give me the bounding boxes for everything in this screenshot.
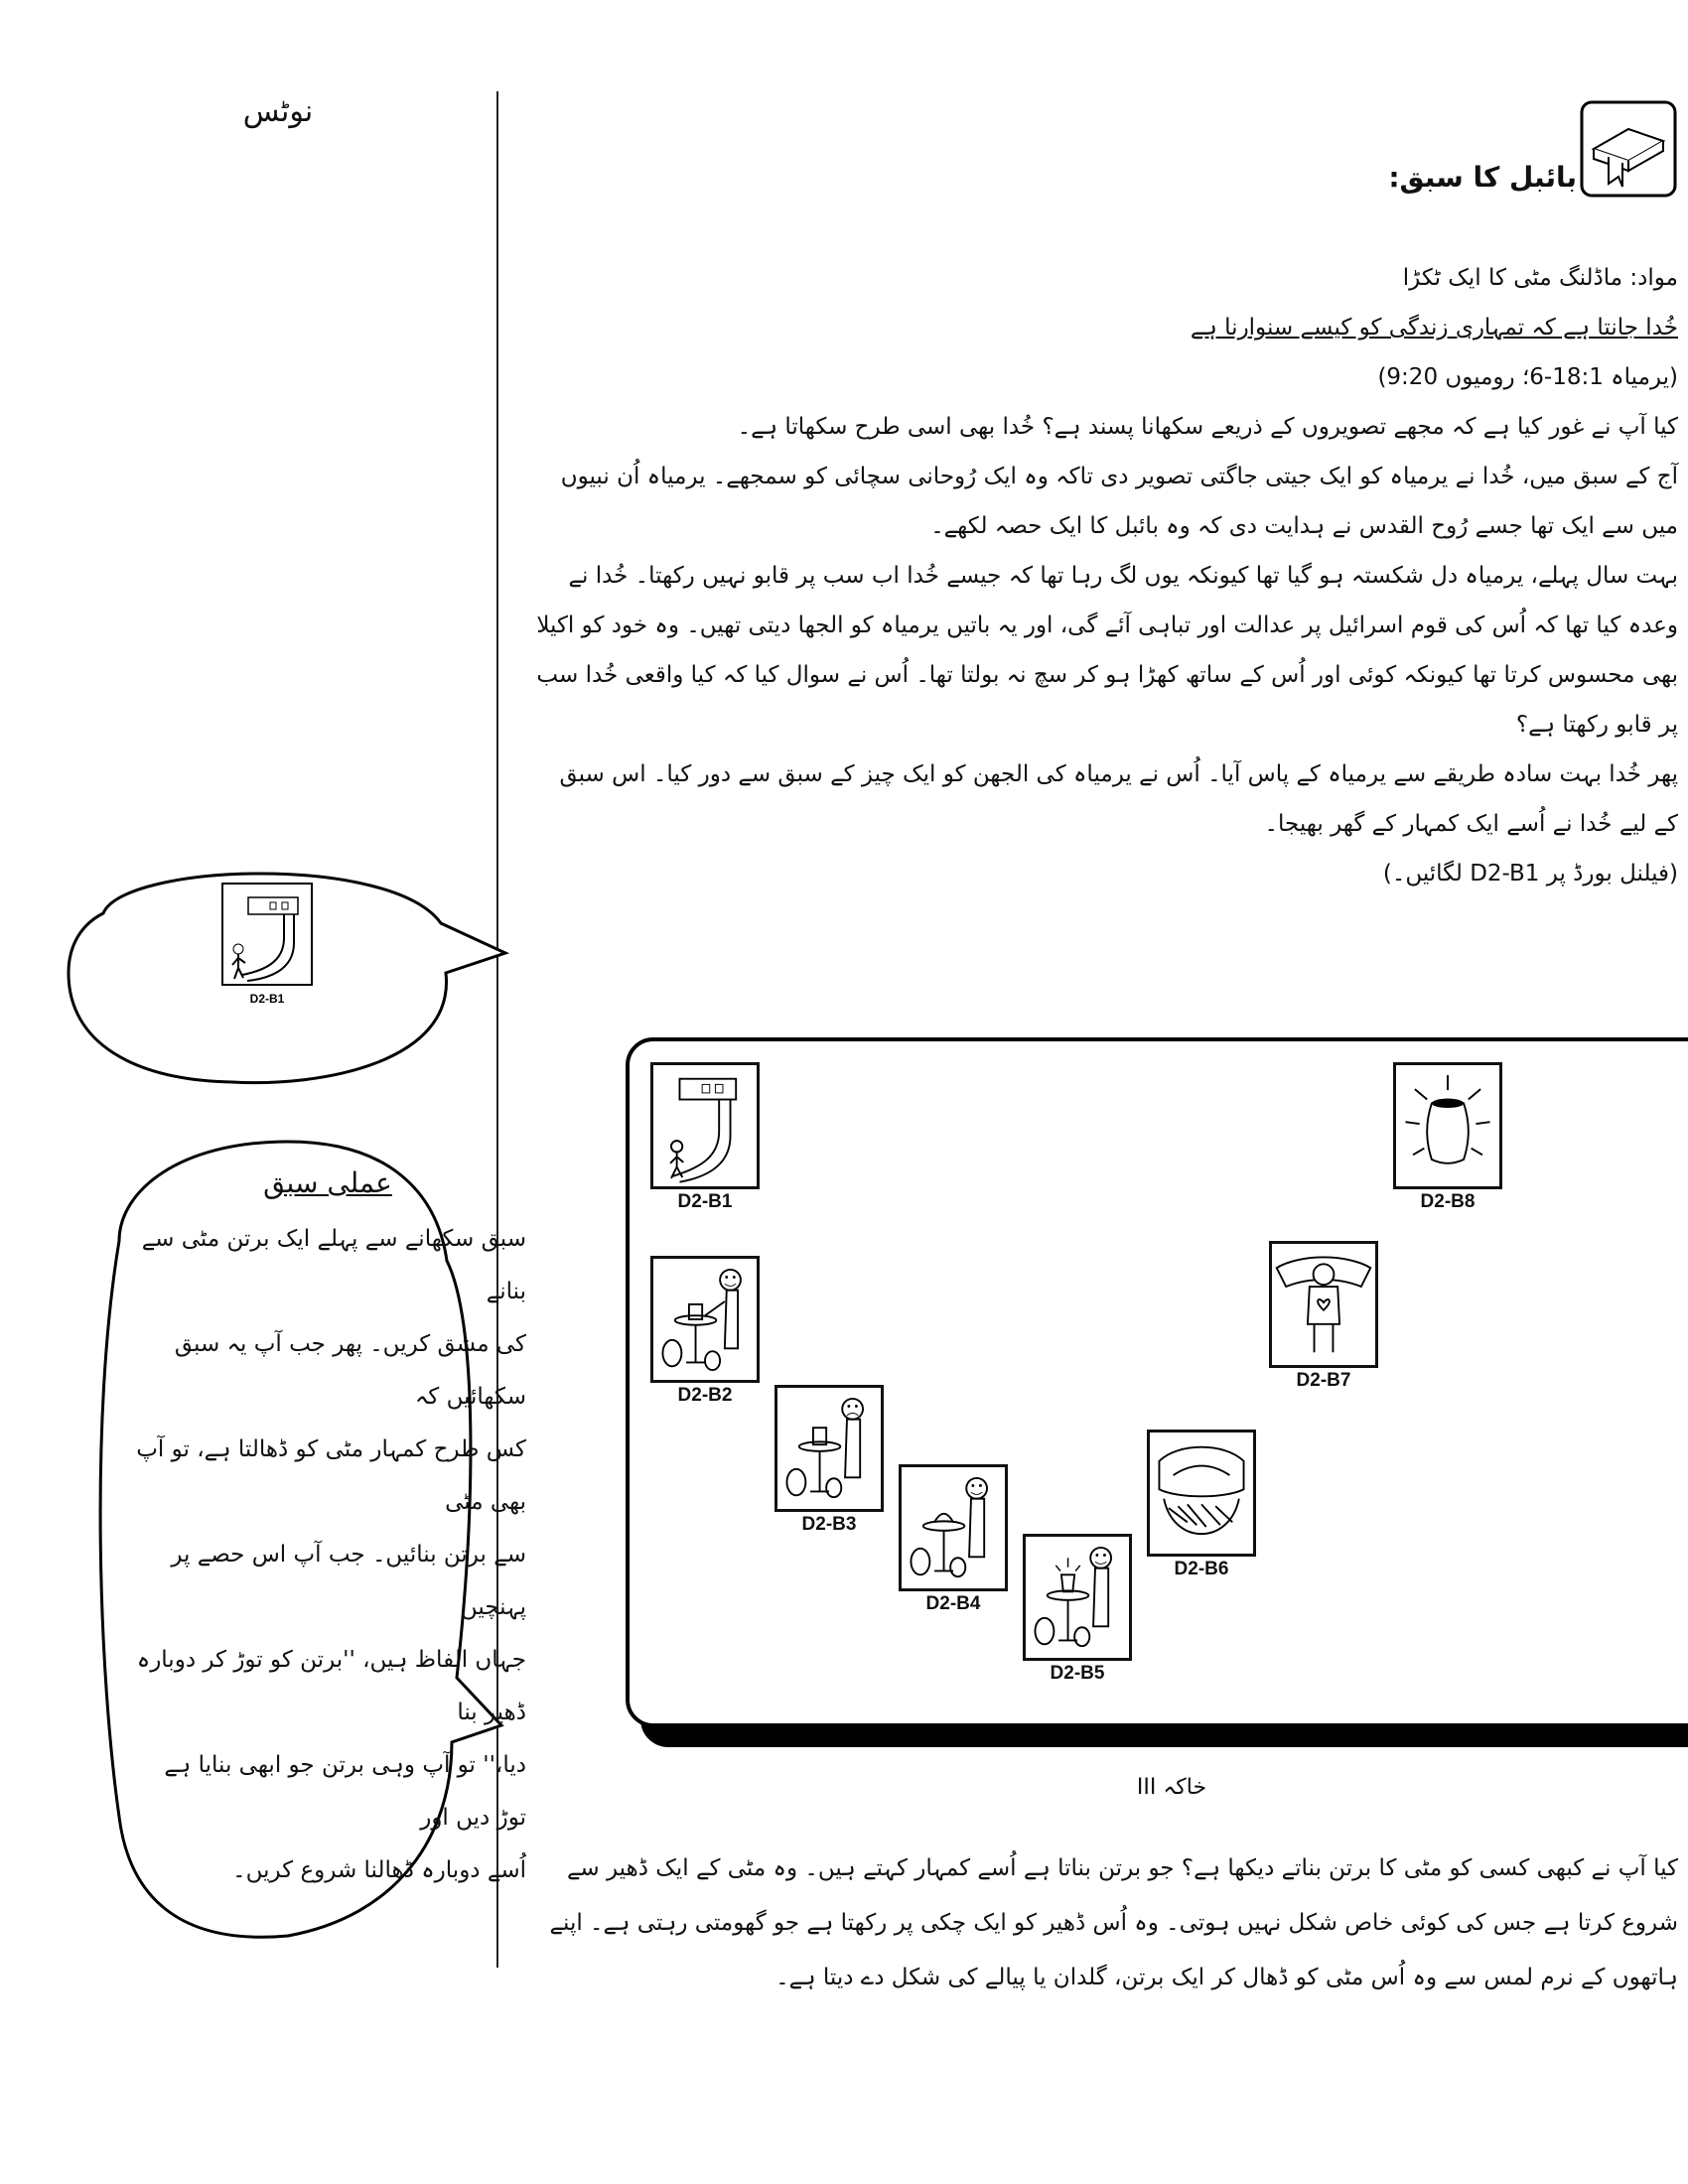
card-label: D2-B1 [677, 1191, 733, 1212]
card-thumbnail-icon [222, 884, 312, 985]
card-d2-b1-icon [650, 1062, 760, 1189]
card-d2-b3-icon [774, 1385, 884, 1512]
practice-line: دیا،'' تو آپ وہی برتن جو ابھی بنایا ہے توڑ دیں اور [164, 1752, 526, 1831]
lesson-paragraph: پھر خُدا بہت سادہ طریقے سے یرمیاہ کے پاس آیا۔ اُس نے یرمیاہ کی الجھن کو ایک چیز کے سبق سے دور کیا۔ اس سبق کے لیے خُدا نے اُسے ایک کمہار کے گھر بھیجا۔ [559, 761, 1678, 837]
card-d2-b5-icon [1023, 1534, 1132, 1661]
practice-line: اُسے دوبارہ ڈھالنا شروع کریں۔ [232, 1857, 526, 1883]
practice-title: عملی سبق [263, 1166, 392, 1199]
speech-bubble-card [64, 854, 510, 1092]
closing-paragraph: کیا آپ نے کبھی کسی کو مٹی کا برتن بناتے دیکھا ہے؟ جو برتن بناتا ہے اُسے کمہار کہتے ہیں۔ وہ مٹی کے ایک ڈھیر سے شروع کرتا ہے جس کی کوئی خاص شکل نہیں ہوتی۔ وہ اُس ڈھیر کو ایک چکی پر رکھتا ہے جو گھومتی رہتی ہے۔ اپنے ہاتھوں کے نرم لمس سے وہ اُس مٹی کو ڈھال کر ایک برتن، گلدان یا پیالے کی شکل دے دیتا ہے۔ [549, 1855, 1678, 1990]
card-d2-b4-icon [899, 1464, 1008, 1591]
card-label: D2-B8 [1420, 1191, 1476, 1212]
materials-line: مواد: ماڈلنگ مٹی کا ایک ٹکڑا [1402, 265, 1678, 291]
practice-line: جہاں الفاظ ہیں، ''برتن کو توڑ کر دوبارہ ڈھیر بنا [136, 1647, 526, 1725]
scripture-reference: (یرمیاہ 18:1-6؛ رومیوں 9:20) [1377, 364, 1678, 390]
closing-text [536, 1842, 1678, 2005]
card-label: D2-B2 [677, 1385, 733, 1406]
lesson-paragraph: بہت سال پہلے، یرمیاہ دل شکستہ ہو گیا تھا کیونکہ یوں لگ رہا تھا کہ جیسے خُدا اب سب پر قابو نہیں رکھتا۔ خُدا نے وعدہ کیا تھا کہ اُس کی قوم اسرائیل پر عدالت اور تباہی آئے گی، اور یہ باتیں یرمیاہ کو الجھا دیتی تھیں۔ وہ خود کو اکیلا بھی محسوس کرتا تھا کیونکہ کوئی اور اُس کے ساتھ کھڑا ہو کر سچ نہ بولتا تھا۔ اُس نے سوال کیا کہ کیا واقعی خُدا سب پر قابو رکھتا ہے؟ [536, 563, 1678, 738]
card-label: D2-B7 [1296, 1370, 1351, 1391]
notes-title: نوٹس [242, 94, 314, 129]
practice-line: کی مشق کریں۔ پھر جب آپ یہ سبق سکھائیں کہ [174, 1331, 526, 1410]
card-label: D2-B3 [801, 1514, 857, 1535]
card-d2-b7-icon [1269, 1241, 1378, 1368]
practice-line: سے برتن بنائیں۔ جب آپ اس حصے پر پہنچیں [171, 1542, 526, 1620]
bubble-card-label: D2-B1 [249, 992, 285, 1006]
lesson-paragraph: آج کے سبق میں، خُدا نے یرمیاہ کو ایک جیتی جاگتی تصویر دی تاکہ وہ ایک رُوحانی سچائی کو سمجھے۔ یرمیاہ اُن نبیوں میں سے ایک تھا جسے رُوح القدس نے ہدایت دی کہ وہ بائبل کا ایک حصہ لکھے۔ [560, 464, 1678, 539]
felt-board [626, 1037, 1688, 1727]
card-d2-b8-icon [1393, 1062, 1502, 1189]
practice-line: کس طرح کمہار مٹی کو ڈھالتا ہے، تو آپ بھی مٹی [136, 1436, 526, 1515]
practice-line: سبق سکھانے سے پہلے ایک برتن مٹی سے بنانے [141, 1226, 526, 1304]
lesson-paragraph: کیا آپ نے غور کیا ہے کہ مجھے تصویروں کے ذریعے سکھانا پسند ہے؟ خُدا بھی اسی طرح سکھاتا ہے۔ [737, 414, 1678, 440]
lesson-subtitle: خُدا جانتا ہے کہ تمہاری زندگی کو کیسے سنوارنا ہے [1190, 315, 1678, 341]
figure-caption: خاکہ III [1136, 1775, 1207, 1800]
card-d2-b2-icon [650, 1256, 760, 1383]
bible-book-icon [1579, 99, 1678, 199]
practice-text-block [129, 1166, 526, 1897]
lesson-title: بائبل کا سبق: [1388, 161, 1577, 194]
lesson-body [536, 253, 1678, 898]
card-label: D2-B6 [1174, 1559, 1229, 1579]
card-label: D2-B4 [925, 1593, 981, 1614]
board-instruction: (فیلنل بورڈ پر D2-B1 لگائیں۔) [1382, 861, 1678, 887]
card-d2-b6-icon [1147, 1430, 1256, 1557]
card-label: D2-B5 [1050, 1663, 1105, 1684]
